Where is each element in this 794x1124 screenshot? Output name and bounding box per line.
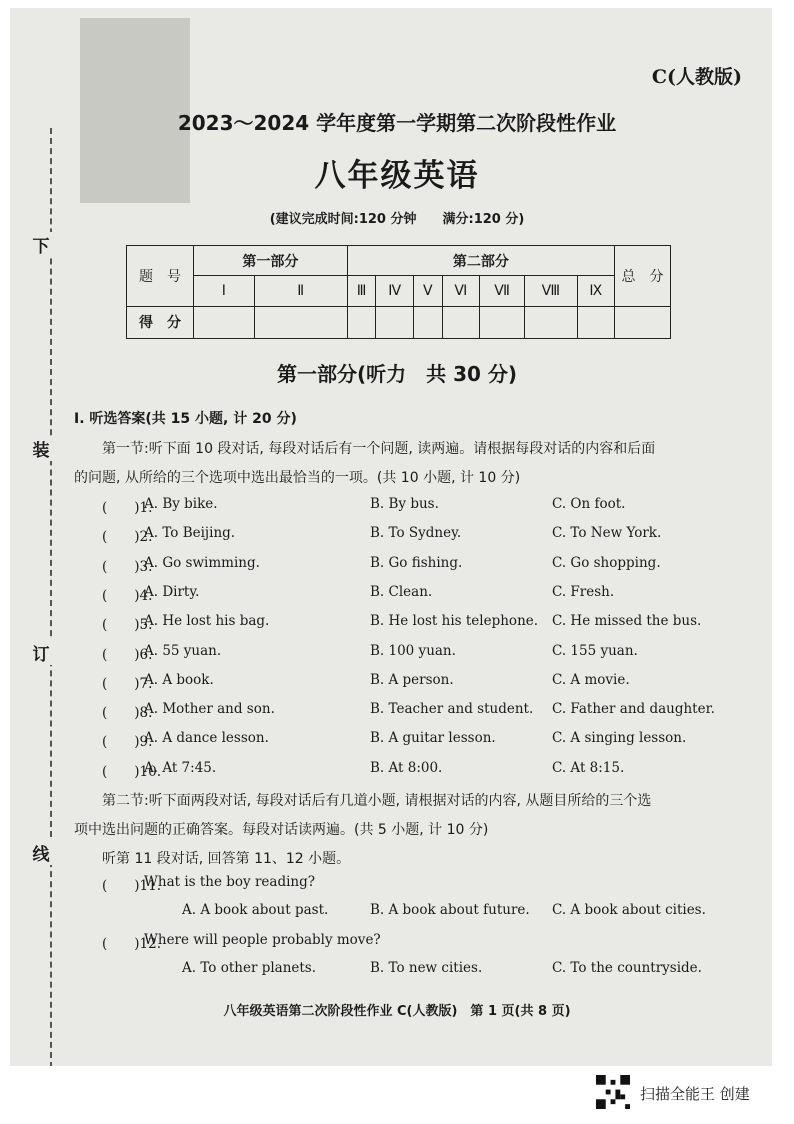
question-number: ( )5.	[102, 617, 153, 634]
question-number: ( )2.	[102, 529, 153, 546]
option-a[interactable]: A. Mother and son.	[144, 701, 275, 718]
question-number: ( )12.	[102, 936, 162, 952]
section-col: Ⅳ	[376, 276, 414, 306]
option-a[interactable]: A. A book.	[144, 671, 214, 688]
binding-char-xian: 线	[28, 840, 54, 865]
question-stem: What is the boy reading?	[144, 874, 315, 890]
score-cell[interactable]	[376, 306, 414, 338]
option-a[interactable]: A. To other planets.	[182, 960, 317, 976]
option-c[interactable]: C. To New York.	[552, 525, 662, 542]
score-cell[interactable]	[577, 306, 614, 338]
binding-dashed-line	[50, 128, 52, 1066]
option-c[interactable]: C. To the countryside.	[552, 960, 702, 976]
option-c[interactable]: C. Go shopping.	[552, 554, 661, 571]
section-col: Ⅷ	[525, 276, 577, 306]
option-b[interactable]: B. Go fishing.	[370, 554, 463, 571]
score-cell[interactable]	[414, 306, 443, 338]
option-b[interactable]: B. Clean.	[370, 583, 433, 600]
option-b[interactable]: B. To new cities.	[370, 960, 483, 976]
qr-code-icon	[596, 1075, 630, 1109]
question-number: ( )7.	[102, 675, 153, 692]
section2-instructions-line2: 项中选出问题的正确答案。每段对话读两遍。(共 5 小题, 计 10 分)	[74, 822, 489, 838]
option-a[interactable]: A. At 7:45.	[144, 759, 217, 776]
question-number: ( )11.	[102, 878, 162, 894]
option-a[interactable]: A. Dirty.	[144, 583, 200, 600]
exam-subtitle: 2023～2024 学年度第一学期第二次阶段性作业	[177, 111, 617, 135]
option-b[interactable]: B. He lost his telephone.	[370, 613, 539, 630]
binding-char-xia: 下	[28, 232, 54, 257]
row-label-score: 得 分	[127, 306, 194, 338]
part-one-heading: 第一部分(听力 共 30 分)	[276, 362, 518, 386]
option-a[interactable]: A. By bike.	[144, 496, 218, 512]
question-stem: Where will people probably move?	[144, 932, 381, 948]
question-number: ( )9.	[102, 734, 153, 751]
time-and-score-info: (建议完成时间:120 分钟 满分:120 分)	[269, 212, 525, 227]
section-one-title: Ⅰ. 听选答案(共 15 小题, 计 20 分)	[74, 411, 297, 427]
page-footer: 八年级英语第二次阶段性作业 C(人教版) 第 1 页(共 8 页)	[223, 1004, 571, 1019]
option-c[interactable]: C. On foot.	[552, 496, 626, 512]
score-cell[interactable]	[480, 306, 525, 338]
question-number: ( )8.	[102, 705, 153, 722]
option-b[interactable]: B. At 8:00.	[370, 759, 443, 776]
question-number: ( )3.	[102, 558, 153, 575]
section2-instructions-line1: 第二节:听下面两段对话, 每段对话后有几道小题, 请根据对话的内容, 从题目所给的三个选	[102, 793, 652, 809]
option-b[interactable]: B. By bus.	[370, 496, 439, 512]
edition-label: C(人教版)	[651, 66, 742, 88]
option-a[interactable]: A. A book about past.	[182, 902, 329, 918]
score-cell[interactable]	[254, 306, 347, 338]
exam-title: 八年级英语	[314, 158, 480, 194]
binding-char-zhuang: 装	[28, 436, 54, 461]
binding-char-ding: 订	[28, 640, 54, 665]
option-a[interactable]: A. To Beijing.	[144, 525, 236, 542]
total-header: 总 分	[615, 246, 671, 307]
part-two-header: 第二部分	[347, 246, 614, 276]
scanner-watermark: 扫描全能王 创建	[640, 1085, 750, 1103]
option-c[interactable]: C. 155 yuan.	[552, 642, 638, 659]
option-a[interactable]: A. He lost his bag.	[144, 613, 270, 630]
option-c[interactable]: C. At 8:15.	[552, 759, 625, 776]
section-col: Ⅰ	[194, 276, 255, 306]
option-c[interactable]: C. Fresh.	[552, 583, 615, 600]
section-col: Ⅶ	[480, 276, 525, 306]
score-cell[interactable]	[347, 306, 376, 338]
section-col: Ⅲ	[347, 276, 376, 306]
question-number: ( )10.	[102, 763, 162, 780]
option-b[interactable]: B. To Sydney.	[370, 525, 462, 542]
dialog11-intro: 听第 11 段对话, 回答第 11、12 小题。	[102, 851, 351, 867]
option-b[interactable]: B. A book about future.	[370, 902, 530, 918]
question-number: ( )1.	[102, 500, 153, 516]
option-c[interactable]: C. A singing lesson.	[552, 730, 687, 747]
part-one-header: 第一部分	[194, 246, 348, 276]
option-b[interactable]: B. 100 yuan.	[370, 642, 456, 659]
option-c[interactable]: C. He missed the bus.	[552, 613, 702, 630]
question-number: ( )6.	[102, 646, 153, 663]
option-a[interactable]: A. A dance lesson.	[144, 730, 269, 747]
total-score-cell[interactable]	[615, 306, 671, 338]
question-number: ( )4.	[102, 587, 153, 604]
score-cell[interactable]	[442, 306, 480, 338]
option-b[interactable]: B. A person.	[370, 671, 454, 688]
score-cell[interactable]	[525, 306, 577, 338]
option-a[interactable]: A. Go swimming.	[144, 554, 260, 571]
option-b[interactable]: B. Teacher and student.	[370, 701, 534, 718]
option-b[interactable]: B. A guitar lesson.	[370, 730, 496, 747]
section-col: Ⅴ	[414, 276, 443, 306]
section1-instructions-line1: 第一节:听下面 10 段对话, 每段对话后有一个问题, 读两遍。请根据每段对话的内容和后面	[102, 441, 656, 457]
score-cell[interactable]	[194, 306, 255, 338]
score-table	[126, 245, 671, 339]
option-c[interactable]: C. A book about cities.	[552, 902, 706, 918]
option-c[interactable]: C. Father and daughter.	[552, 701, 715, 718]
section1-instructions-line2: 的问题, 从所给的三个选项中选出最恰当的一项。(共 10 小题, 计 10 分)	[74, 470, 521, 486]
section-col: Ⅸ	[577, 276, 614, 306]
section-col: Ⅵ	[442, 276, 480, 306]
section-col: Ⅱ	[254, 276, 347, 306]
option-c[interactable]: C. A movie.	[552, 671, 630, 688]
option-a[interactable]: A. 55 yuan.	[144, 642, 222, 659]
row-label-number: 题 号	[127, 246, 194, 307]
